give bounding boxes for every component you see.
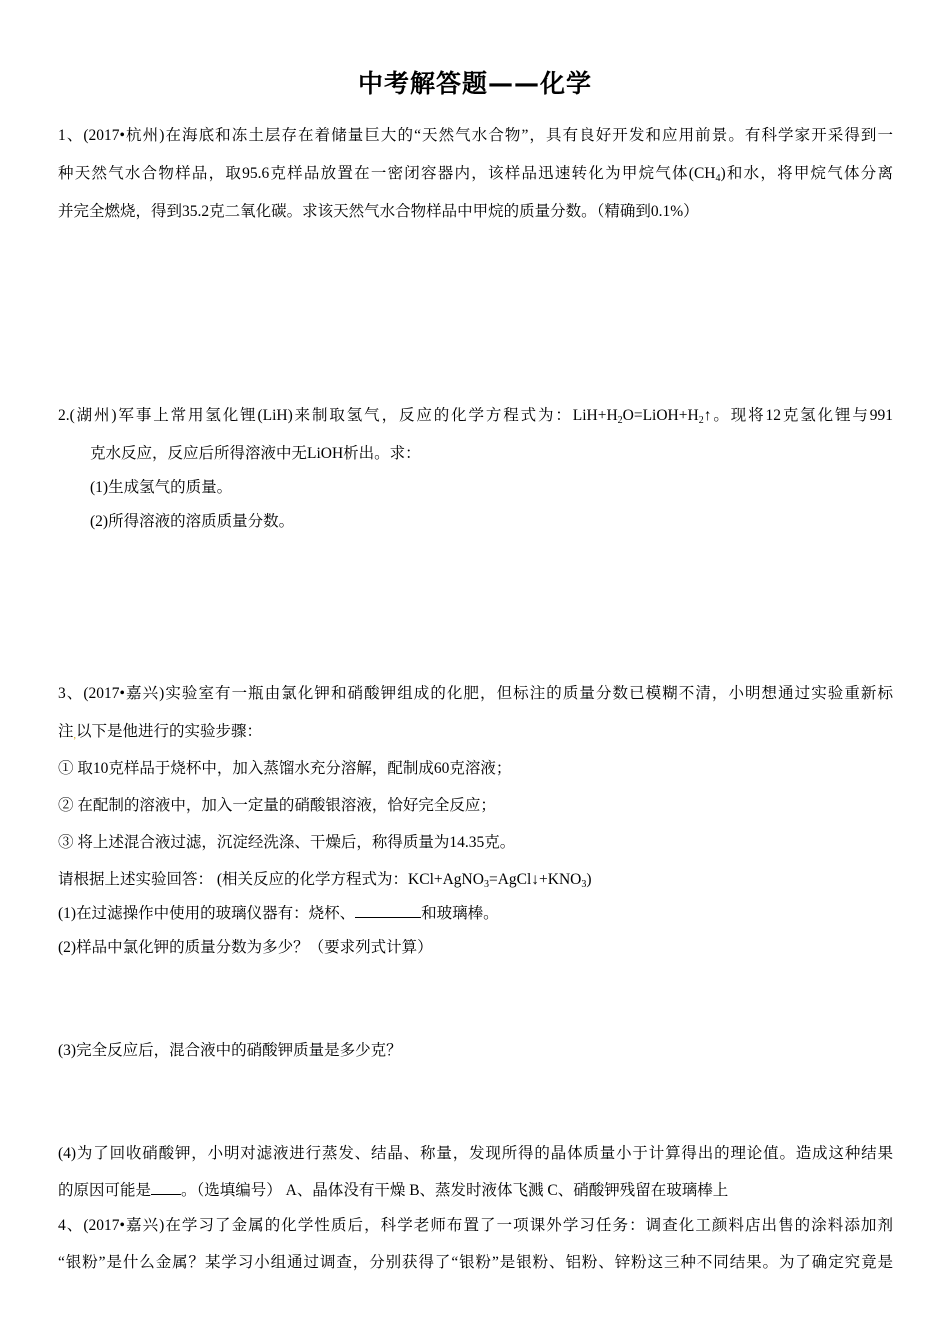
q3-part-3: (3)完全反应后，混合液中的硝酸钾质量是多少克？: [58, 1042, 402, 1059]
page-title: 中考解答题——化学: [357, 69, 592, 98]
q3-line-2: 注,以下是他进行的实验步骤：: [58, 723, 263, 741]
q2-sub-1: (1)生成氢气的质量。: [90, 479, 233, 496]
q3-part-1: (1)在过滤操作中使用的玻璃仪器有：烧杯、 和玻璃棒。: [58, 905, 499, 922]
q3-step-2: ② 在配制的溶液中，加入一定量的硝酸银溶液，恰好完全反应；: [58, 797, 496, 814]
q3-part-4-line-2: 的原因可能是 。（选填编号） A、晶体没有干燥 B、蒸发时液体飞溅 C、硝酸钾残留在玻璃棒上: [58, 1182, 729, 1199]
q4-line-1: 4、(2017•嘉兴)在学习了金属的化学性质后，科学老师布置了一项课外学习任务：调查化工颜料店出售的涂料添加剂: [58, 1217, 893, 1234]
q3-step-3: ③ 将上述混合液过滤，沉淀经洗涤、干燥后，称得质量为14.35克。: [58, 834, 516, 851]
q3-step-1: ① 取10克样品于烧杯中，加入蒸馏水充分溶解，配制成60克溶液；: [58, 760, 512, 777]
q3-part-2: (2)样品中氯化钾的质量分数为多少？（要求列式计算）: [58, 939, 433, 956]
q4-line-2: “银粉”是什么金属？某学习小组通过调查，分别获得了“银粉”是银粉、铝粉、锌粉这三种不同结果。为了确定究竟是: [58, 1254, 893, 1271]
q3-part-4-line-1: (4)为了回收硝酸钾，小明对滤液进行蒸发、结晶、称量，发现所得的晶体质量小于计算得出的理论值。造成这种结果: [58, 1145, 893, 1162]
q2-line-1: 2.(湖州)军事上常用氢化锂(LiH)来制取氢气，反应的化学方程式为：$LiH+H_2O=LiOH+H_2↑$。现将12克氢化锂与991: [58, 407, 893, 426]
answer-blank: [151, 1194, 181, 1195]
q3-line-1: 3、(2017•嘉兴)实验室有一瓶由氯化钾和硝酸钾组成的化肥，但标注的质量分数已模糊不清，小明想通过实验重新标: [58, 685, 893, 702]
q2-line-2: 克水反应，反应后所得溶液中无LiOH析出。求：: [90, 445, 421, 462]
q1-line-2: 种天然气水合物样品，取95.6克样品放置在一密闭容器内，该样品迅速转化为甲烷气体$(CH_4)$和水，将甲烷气体分离: [58, 165, 893, 184]
q3-prompt: 请根据上述实验回答： (相关反应的化学方程式为：$KCl+AgNO_3=AgCl↓+KNO_3$): [58, 871, 592, 890]
q1-line-1: 1、(2017•杭州)在海底和冻土层存在着储量巨大的“天然气水合物”，具有良好开发和应用前景。有科学家开采得到一: [58, 127, 893, 144]
q1-line-3: 并完全燃烧，得到35.2克二氧化碳。求该天然气水合物样品中甲烷的质量分数。（精确到0.1%）: [58, 203, 699, 220]
answer-blank: [355, 917, 421, 918]
q2-sub-2: (2)所得溶液的溶质质量分数。: [90, 513, 295, 530]
